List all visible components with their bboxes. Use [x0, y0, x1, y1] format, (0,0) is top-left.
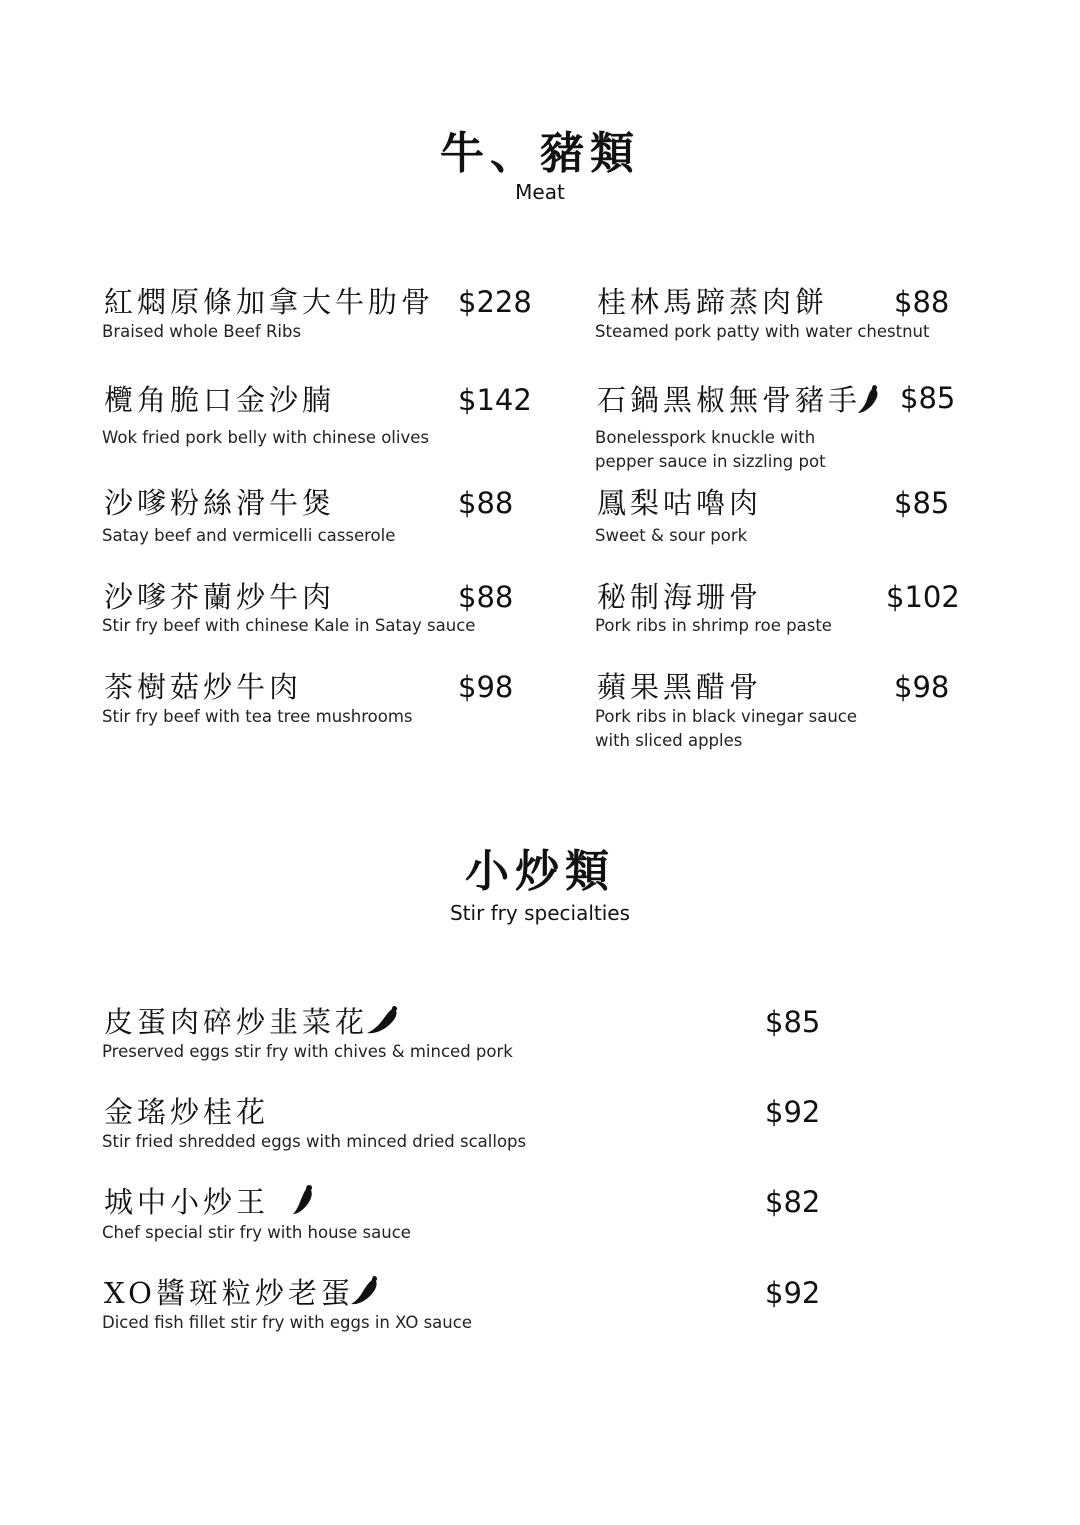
chili-pepper-icon	[364, 1003, 400, 1037]
dish-name-zh: 欖角脆口金沙腩	[104, 383, 336, 417]
dish-name-en: Chef special stir fry with house sauce	[102, 1223, 411, 1242]
dish-price: $92	[765, 1095, 821, 1129]
dish-price: $88	[458, 486, 514, 520]
dish-name-zh: 秘制海珊骨	[597, 580, 763, 614]
dish-price: $82	[765, 1185, 821, 1219]
dish-name-zh-text: XO醬斑粒炒老蛋	[104, 1276, 354, 1310]
section-title-zh-meat: 牛、豬類	[440, 128, 640, 179]
dish-name-zh-text: 皮蛋肉碎炒韭菜花	[104, 1005, 369, 1039]
dish-name-zh: 紅燜原條加拿大牛肋骨	[104, 285, 435, 319]
dish-name-en: Satay beef and vermicelli casserole	[102, 526, 396, 545]
dish-name-en: Wok fried pork belly with chinese olives	[102, 428, 429, 447]
dish-price: $92	[765, 1276, 821, 1310]
dish-price: $85	[894, 486, 950, 520]
dish-name-en: Preserved eggs stir fry with chives & minced pork	[102, 1042, 513, 1061]
chili-pepper-icon	[855, 383, 881, 415]
dish-name-zh: 蘋果黑醋骨	[597, 670, 763, 704]
dish-name-zh: 茶樹菇炒牛肉	[104, 670, 303, 704]
section-title-en-stir-fry: Stir fry specialties	[449, 901, 631, 925]
dish-name-en: Pork ribs in black vinegar sauce	[595, 707, 858, 726]
dish-name-en: Stir fried shredded eggs with minced dried scallops	[102, 1132, 527, 1151]
dish-name-en: Sweet & sour pork	[595, 526, 748, 545]
dish-name-zh	[597, 383, 881, 417]
dish-price: $228	[458, 285, 532, 319]
dish-name-zh: 沙嗲粉絲滑牛煲	[104, 486, 336, 520]
dish-name-en: Stir fry beef with tea tree mushrooms	[102, 707, 413, 726]
dish-name-zh-text: 城中小炒王	[104, 1185, 270, 1219]
dish-name-zh: 金瑤炒桂花	[104, 1095, 270, 1129]
dish-name-en: Bonelesspork knuckle with	[595, 428, 816, 447]
dish-price: $102	[886, 580, 960, 614]
dish-name-en: Pork ribs in shrimp roe paste	[595, 616, 832, 635]
dish-name-zh-text: 石鍋黑椒無骨豬手	[597, 383, 862, 417]
dish-price: $88	[458, 580, 514, 614]
dish-name-zh: 沙嗲芥蘭炒牛肉	[104, 580, 336, 614]
chili-pepper-icon	[348, 1274, 380, 1308]
dish-price: $85	[900, 381, 956, 415]
section-title-zh-stir-fry: 小炒類	[465, 846, 615, 897]
dish-name-en: Stir fry beef with chinese Kale in Satay sauce	[102, 616, 476, 635]
dish-name-en: Steamed pork patty with water chestnut	[595, 322, 930, 341]
dish-name-zh	[104, 1005, 400, 1039]
dish-price: $85	[765, 1005, 821, 1039]
chili-pepper-icon	[289, 1183, 315, 1217]
dish-name-en-line2: pepper sauce in sizzling pot	[595, 452, 826, 471]
dish-name-zh: 桂林馬蹄蒸肉餅	[597, 285, 829, 319]
dish-price: $88	[894, 285, 950, 319]
dish-name-zh	[104, 1185, 315, 1219]
dish-price: $98	[894, 670, 950, 704]
dish-price: $98	[458, 670, 514, 704]
section-title-en-meat: Meat	[515, 180, 565, 204]
dish-name-en-line2: with sliced apples	[595, 731, 743, 750]
dish-name-en: Braised whole Beef Ribs	[102, 322, 302, 341]
dish-name-zh	[104, 1276, 380, 1310]
dish-name-en: Diced fish fillet stir fry with eggs in XO sauce	[102, 1313, 472, 1332]
dish-name-zh: 鳳梨咕嚕肉	[597, 486, 763, 520]
dish-price: $142	[458, 383, 532, 417]
